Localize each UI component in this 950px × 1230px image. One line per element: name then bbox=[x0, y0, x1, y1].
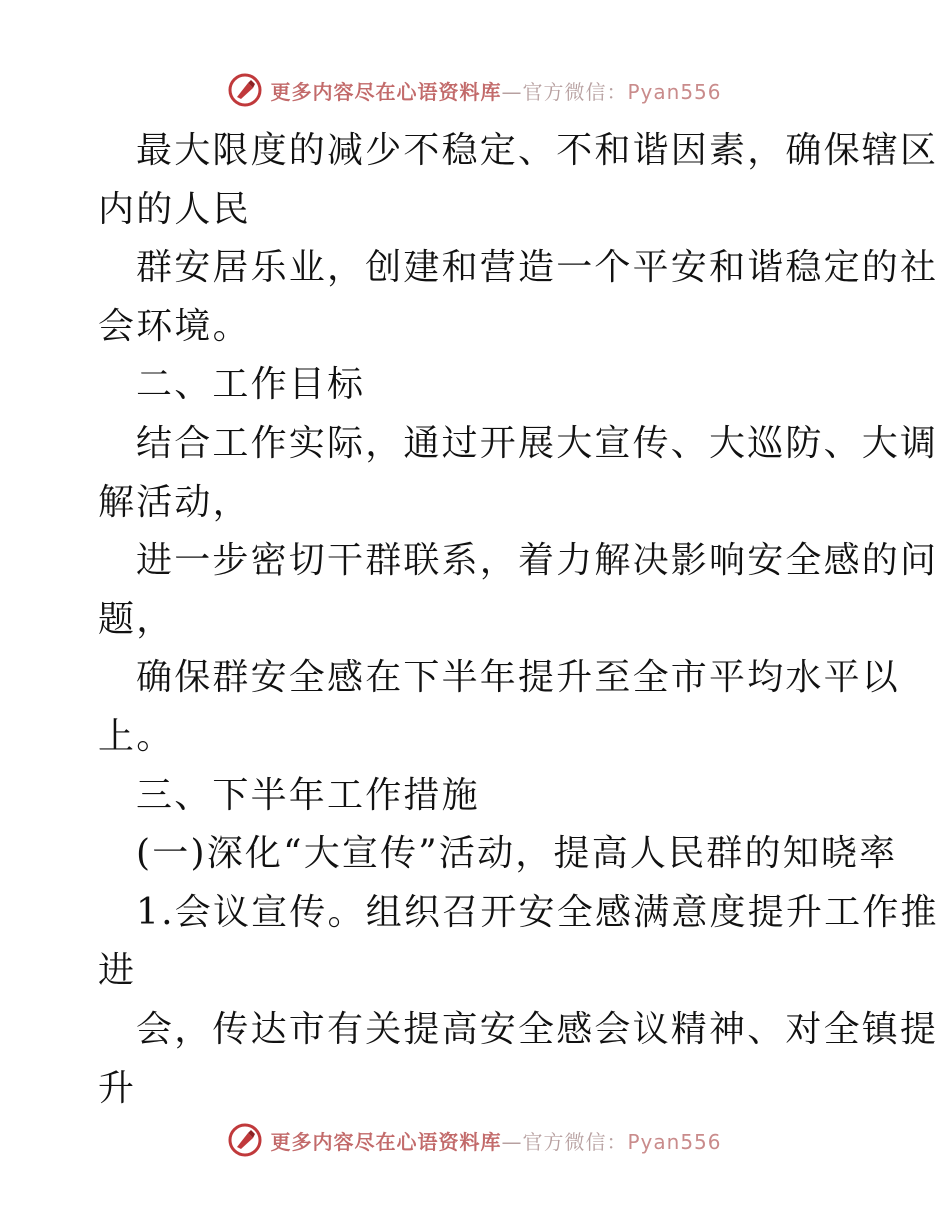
pen-logo-icon bbox=[228, 73, 262, 107]
watermark-prefix: 更多内容尽在心语资料库 bbox=[270, 1129, 502, 1154]
paragraph-line: 群安居乐业，创建和营造一个平安和谐稳定的社 bbox=[136, 247, 939, 289]
watermark-text bbox=[270, 76, 721, 105]
watermark-dash: — bbox=[501, 1129, 523, 1154]
header-watermark bbox=[0, 70, 950, 110]
watermark-dash: — bbox=[501, 79, 523, 104]
footer-watermark bbox=[0, 1120, 950, 1160]
document-body bbox=[98, 122, 939, 1118]
watermark-wechat-id: Pyan556 bbox=[627, 79, 722, 104]
section-heading: 二、工作目标 bbox=[136, 364, 366, 406]
paragraph-line: 最大限度的减少不稳定、不和谐因素，确保辖区 bbox=[136, 130, 939, 171]
pen-logo-icon bbox=[228, 1123, 262, 1157]
paragraph-line: 确保群安全感在下半年提升至全市平均水平以 bbox=[136, 657, 901, 699]
section-heading: 三、下半年工作措施 bbox=[136, 774, 480, 816]
paragraph-line: 会环境。 bbox=[98, 305, 251, 347]
paragraph-line: 1.会议宣传。组织召开安全感满意度提升工作推 bbox=[136, 891, 939, 933]
watermark-text bbox=[270, 1126, 721, 1155]
paragraph-line: 内的人民 bbox=[98, 188, 251, 230]
watermark-wechat-id: Pyan556 bbox=[627, 1129, 722, 1154]
paragraph-line: 进 bbox=[98, 950, 137, 992]
paragraph-line: 升 bbox=[98, 1067, 137, 1109]
paragraph-line: 上。 bbox=[98, 715, 175, 757]
paragraph-line: 进一步密切干群联系，着力解决影响安全感的问 bbox=[136, 540, 939, 582]
watermark-wechat-label: 官方微信： bbox=[522, 1129, 628, 1154]
subsection-heading: (一)深化“大宣传”活动，提高人民群的知晓率 bbox=[136, 833, 898, 875]
watermark-prefix: 更多内容尽在心语资料库 bbox=[270, 79, 502, 104]
paragraph-line: 结合工作实际，通过开展大宣传、大巡防、大调 bbox=[136, 422, 939, 464]
paragraph-line: 解活动， bbox=[98, 481, 251, 523]
paragraph-line: 会，传达市有关提高安全感会议精神、对全镇提 bbox=[136, 1008, 939, 1050]
paragraph-line: 题， bbox=[98, 598, 175, 640]
watermark-wechat-label: 官方微信： bbox=[522, 79, 628, 104]
